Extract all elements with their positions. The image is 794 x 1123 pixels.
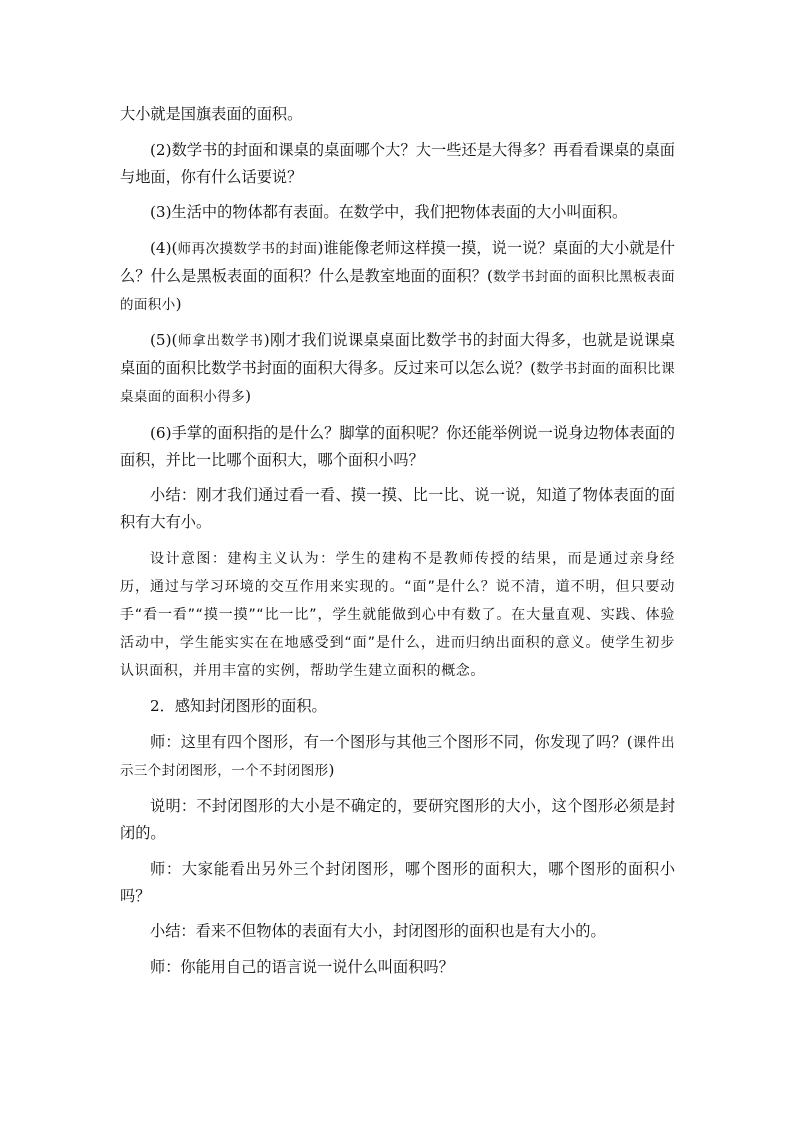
lesson-paragraph bbox=[120, 954, 675, 981]
paragraph-text: 小结：看来不但物体的表面有大小，封闭图形的面积也是有大小的。 bbox=[150, 922, 606, 940]
paragraph-text: )谁能像老师这样摸一摸，说一说？桌面的大小就是什么？什么是黑板表面的面积？什么是教室地面的面积？( bbox=[120, 238, 675, 285]
lesson-paragraph bbox=[120, 793, 675, 847]
paragraph-text: 2．感知封闭图形的面积。 bbox=[150, 697, 327, 715]
teacher-note-text: 师拿出数学书 bbox=[177, 333, 264, 349]
lesson-paragraph bbox=[120, 482, 675, 536]
paragraph-text: 小结：刚才我们通过看一看、摸一摸、比一比、说一说，知道了物体表面的面积有大有小。 bbox=[120, 486, 675, 531]
lesson-paragraph bbox=[120, 856, 675, 910]
lesson-paragraph bbox=[120, 918, 675, 945]
lesson-paragraph bbox=[120, 327, 675, 411]
lesson-paragraph bbox=[120, 420, 675, 474]
lesson-text-body bbox=[120, 101, 675, 989]
paragraph-text: 师：大家能看出另外三个封闭图形，哪个图形的面积大，哪个图形的面积小吗？ bbox=[120, 859, 675, 905]
teacher-note-text: 课件出示三个封闭图形，一个不封闭图形 bbox=[120, 734, 675, 779]
lesson-paragraph bbox=[120, 693, 675, 720]
teacher-note-text: 数学书封面的面积比课桌桌面的面积小得多 bbox=[120, 361, 675, 405]
lesson-paragraph bbox=[120, 729, 675, 785]
paragraph-text: (6)手掌的面积指的是什么？脚掌的面积呢？你还能举例说一说身边物体表面的面积，并比一比哪个面积大，哪个面积小吗？ bbox=[120, 423, 675, 469]
lesson-paragraph bbox=[120, 545, 675, 685]
paragraph-text: 说明：不封闭图形的大小是不确定的，要研究图形的大小，这个图形必须是封闭的。 bbox=[120, 797, 675, 842]
paragraph-text: (4)( bbox=[150, 238, 178, 257]
lesson-paragraph bbox=[120, 235, 675, 319]
paragraph-text: ) bbox=[245, 387, 252, 405]
paragraph-text: )刚才我们说课桌桌面比数学书的封面大得多，也就是说课桌桌面的面积比数学书封面的面积大得多。反过来可以怎么说？( bbox=[120, 331, 675, 377]
teacher-note-text: 数学书封面的面积比黑板表面的面积小 bbox=[120, 268, 675, 313]
lesson-paragraph bbox=[120, 199, 675, 226]
paragraph-text: (2)数学书的封面和课桌的桌面哪个大？大一些还是大得多？再看看课桌的桌面与地面，你有什么话要说？ bbox=[120, 140, 675, 186]
paragraph-text: ) bbox=[328, 760, 335, 779]
paragraph-text: ) bbox=[175, 294, 182, 313]
paragraph-text: 大小就是国旗表面的面积。 bbox=[120, 105, 303, 123]
lesson-paragraph bbox=[120, 137, 675, 191]
lesson-paragraph bbox=[120, 101, 675, 128]
paragraph-text: 师：这里有四个图形，有一个图形与其他三个图形不同，你发现了吗？( bbox=[150, 732, 633, 751]
paragraph-text: (3)生活中的物体都有表面。在数学中，我们把物体表面的大小叫面积。 bbox=[150, 203, 628, 221]
design-intent-text: 设计意图：建构主义认为：学生的建构不是教师传授的结果，而是通过亲身经历，通过与学习环境的交互作用来实现的。“面”是什么？说不清，道不明，但只要动手“看一看”“摸一摸”“比一比”，学生就能做到心中有数了。在大量直观、实践、体验活动中，学生能实实在在地感受到“面”是什么，进而归纳出面积的意义。使学生初步认识面积，并用丰富的实例，帮助学生建立面积的概念。 bbox=[120, 550, 675, 679]
paragraph-text: 师：你能用自己的语言说一说什么叫面积吗？ bbox=[150, 957, 454, 976]
teacher-note-text: 师再次摸数学书的封面 bbox=[177, 240, 318, 257]
paragraph-text: (5)( bbox=[150, 331, 178, 349]
